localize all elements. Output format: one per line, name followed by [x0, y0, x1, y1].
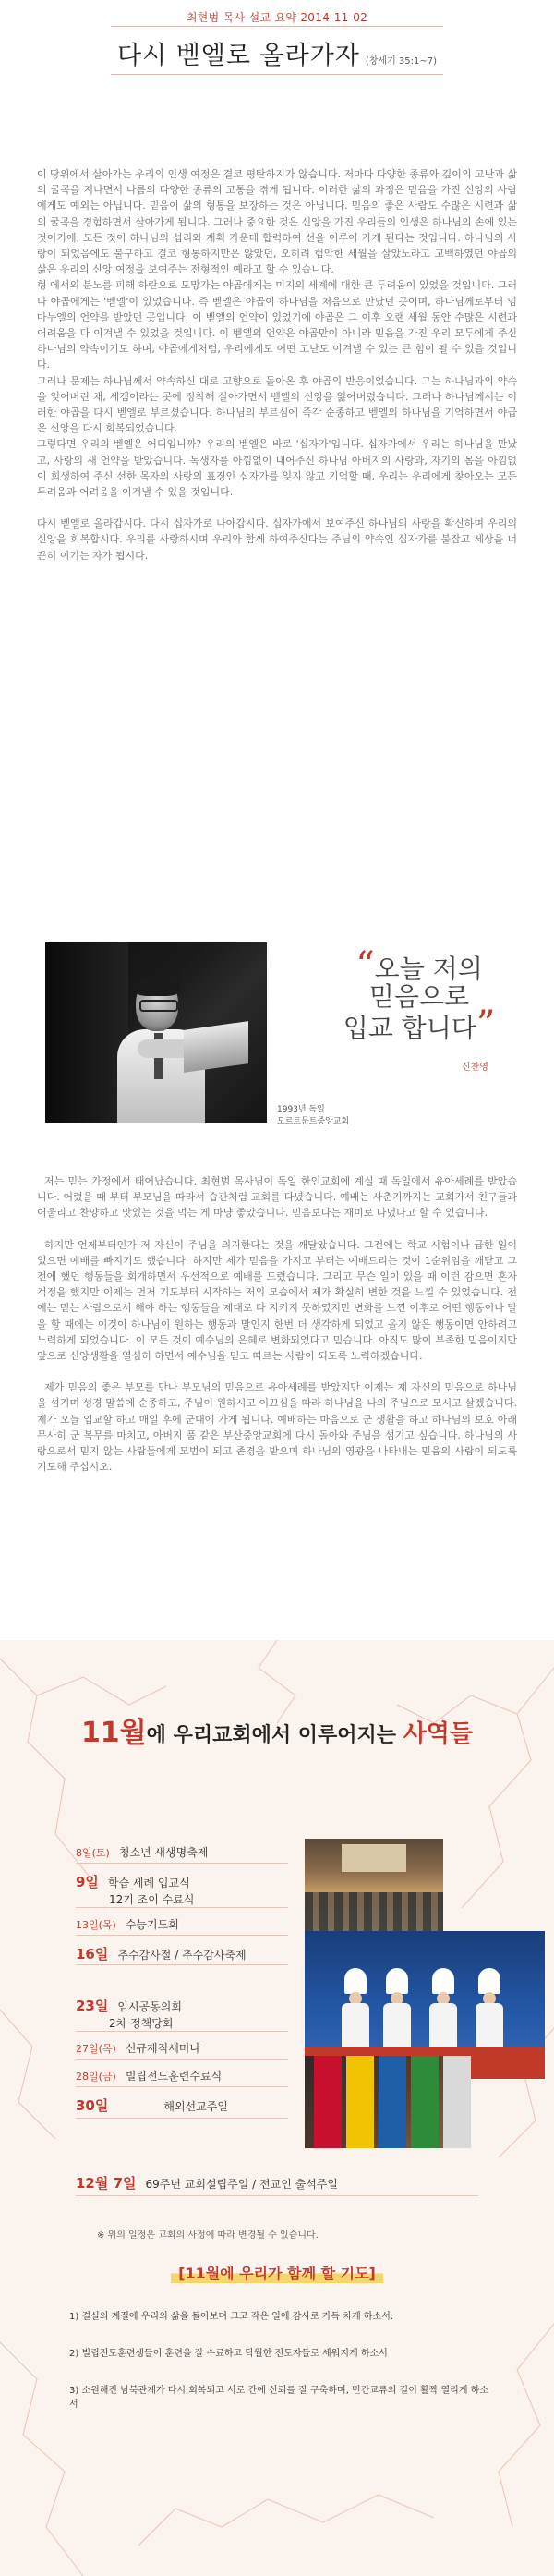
photo-screen	[342, 1844, 406, 1872]
event-item	[76, 2068, 222, 2084]
event-item	[76, 2173, 338, 2193]
event-name: 해외선교주일	[163, 2100, 228, 2113]
event-name: 청소년 새생명축제	[118, 1846, 209, 1859]
quote-line: 오늘 저의	[374, 954, 483, 984]
prayer-item: 2) 빌립전도훈련생들이 훈련을 잘 수료하고 탁월한 전도자들로 세워지게 하소서	[69, 2349, 388, 2359]
quote-line: 믿음으로	[368, 981, 470, 1012]
event-name: 추수감사절 / 추수감사축제	[117, 1949, 247, 1962]
event-name: 69주년 교회설립주일 / 전교인 출석주일	[145, 2178, 338, 2191]
photo-book	[184, 1021, 248, 1073]
event-divider	[76, 1863, 288, 1864]
events-title-mid: 에 우리교회에서 이루어지는	[146, 1724, 403, 1747]
event-item	[76, 1916, 179, 1932]
event-divider	[76, 2031, 288, 2032]
event-name: 빌립전도훈련수료식	[125, 2070, 223, 2083]
event-item	[76, 1944, 247, 1963]
sermon-paragraph: 형 에서의 분노를 피해 하란으로 도망가는 야곱에게는 미지의 세계에 대한 큰 두려움이 있었을 것입니다. 그러나 야곱에게는 '벧엘'이 있었습니다. 즉 벧엘은 야곱이 하나님을 처음으로 만났던 곳이며, 하나님께로부터 임마누엘의 언약을 받았던 곳입니다. 이 벧엘의 언약이 있었기에 야곱은 그 이후 오랜 세월 동안 수많은 시련과 어려움을 다 이겨낼 수 있었을 것입니다. 이 벧엘의 언약은 야곱만이 아니라 믿음을 가진 우리 모두에게 주신 하나님의 약속이기도 하며, 야곱에게처럼, 우리에게도 어떤 고난도 이겨낼 수 있는 큰 힘이 될 수 있을 것입니다.	[37, 279, 517, 371]
quote-line: 입교 합니다	[343, 1013, 476, 1043]
event-item	[76, 2096, 228, 2115]
event-item	[76, 1872, 194, 1907]
event-divider	[76, 2195, 478, 2196]
prayer-title-text: [11월에 우리가 함께 할 기도]	[171, 2262, 383, 2283]
prayer-item: 1) 결실의 계절에 우리의 삶을 돌아보며 크고 작은 일에 감사로 가득 차게 하소서.	[69, 2312, 394, 2322]
event-date: 13일(목)	[76, 1919, 116, 1931]
mission-sunday-photo	[305, 2056, 471, 2148]
sermon-paragraph: 다시 벧엘로 올라갑시다. 다시 십자가로 나아갑시다. 십자가에서 보여주신 하나님의 사랑을 확신하며 우리의 신앙을 회복합시다. 우리를 사랑하시며 우리와 함께 하여주신다는 주님의 약속인 십자가를 붙잡고 세상을 너끈히 이기는 자가 됩시다.	[37, 517, 517, 562]
event-item	[76, 1844, 208, 1860]
testimony-quote	[308, 944, 530, 1046]
event-item	[76, 2040, 200, 2056]
event-name: 신규제직세미나	[125, 2042, 200, 2055]
photo-flag	[411, 2056, 439, 2148]
scripture-reference: (창세기 35:1~7)	[365, 56, 438, 67]
event-date: 23일	[76, 1998, 109, 2014]
photo-caption	[277, 1104, 349, 1128]
event-date: 16일	[76, 1946, 109, 1962]
baptism-photo	[45, 942, 267, 1123]
event-item	[76, 1996, 182, 2031]
schedule-note: ※ 위의 일정은 교회의 사정에 따라 변경될 수 있습니다.	[97, 2230, 319, 2241]
events-title-month: 11월	[80, 1717, 147, 1749]
sermon-paragraph: 이 땅위에서 살아가는 우리의 인생 여정은 결코 평탄하지가 않습니다. 저마다 다양한 종류와 깊이의 고난과 삶의 굴곡을 지나면서 나름의 다양한 종류의 고통을 겪게 됩니다. 이러한 삶의 과정은 믿음을 가진 신앙의 사람에게도 예외는 아닙니다. 믿음이 삶의 형통을 보장하는 것은 아닙니다. 믿음의 좋은 사람도 수많은 시련과 삶의 굴곡을 경험하면서 살아가게 됩니다. 그러나 중요한 것은 신앙을 가진 우리들의 인생은 하나님의 손에 있는 것이기에, 모든 것이 하나님의 섭리와 계획 가운데 합력하여 선을 이루어 가게 된다는 것입니다. 하나님의 사랑이 되었음에도 불구하고 결코 형통하지만은 않았던, 오히려 험악한 세월을 살았노라고 고백하였던 야곱의 삶은 우리의 신앙 여정을 보여주는 전형적인 예라고 할 수 있습니다.	[37, 168, 517, 276]
event-divider	[76, 2059, 288, 2060]
sermon-paragraph: 그렇다면 우리의 벧엘은 어디입니까? 우리의 벧엘은 바로 '십자가'입니다. 십자가에서 우리는 하나님을 만났고, 사랑의 새 언약을 받았습니다. 독생자를 아낌없이 내어주신 하나님 아버지의 사랑과, 자기의 몸을 아낌없이 희생하여 주신 선한 목자의 사랑의 표징인 십자가를 잊지 않고 기억할 때, 우리는 우리에게 찾아오는 모든 두려움과 어려움을 이겨낼 수 있을 것입니다.	[37, 438, 517, 499]
page-title	[0, 35, 554, 71]
event-name: 학습 세례 입교식	[107, 1877, 190, 1889]
header-divider-top	[111, 26, 443, 27]
caption-line: 1993년 독일	[277, 1105, 325, 1114]
events-title	[0, 1709, 554, 1750]
header-divider-bottom	[111, 74, 443, 75]
photo-flag	[443, 2056, 471, 2148]
title-main: 다시 벧엘로 올라가자	[116, 42, 360, 70]
event-divider	[76, 2086, 288, 2087]
photo-glasses	[139, 1000, 178, 1012]
prayer-item: 3) 소원해진 남북관계가 다시 회복되고 서로 간에 신뢰를 잘 구축하며, 민간교류의 길이 활짝 열리게 하소서	[69, 2386, 489, 2410]
event-date: 8일(토)	[76, 1847, 110, 1859]
event-name: 수능기도회	[125, 1918, 179, 1931]
testimony-body	[37, 1173, 517, 1475]
sermon-body	[37, 166, 517, 564]
photo-hair	[134, 976, 180, 996]
sermon-tag: 최현범 목사 설교 요약 2014-11-02	[186, 11, 368, 24]
events-title-end: 사역들	[403, 1720, 474, 1748]
caption-line: 도르트문트중앙교회	[277, 1117, 350, 1126]
prayer-title	[0, 2262, 554, 2283]
sermon-paragraph: 그러나 문제는 하나님께서 약속하신 대로 고향으로 돌아온 후 야곱의 반응이었습니다. 그는 하나님과의 약속을 잊어버린 채, 세겜이라는 곳에 정착해 살아가면서 벧엘의 신앙을 잃어버렸습니다. 그러나 하나님께서는 이러한 야곱을 다시 벧엘로 부르셨습니다. 하나님의 부르심에 즉각 순종하고 벧엘의 하나님을 기억하면서 야곱은 신앙을 다시 회복되었습니다.	[37, 374, 517, 435]
testimony-paragraph: 하지만 언제부터인가 저 자신이 주님을 의지한다는 것을 깨달았습니다. 그전에는 학교 시험이나 급한 일이 있으면 예배를 빠지기도 했습니다. 하지만 제가 믿음을 가지고 부터는 예배드리는 것이 1순위임을 깨닫고 그전에 했던 행동들을 회개하면서 우선적으로 예배를 드렸습니다. 그리고 무슨 일이 있을 때 이런 감으면 혼자 걱정을 했지만 이제는 먼저 기도부터 시작하는 저의 모습에서 제가 확실히 변한 것을 느낄 수 있었습니다. 전에는 믿는 사람으로서 해야 하는 행동들을 제대로 다 지키지 못하였지만 변화를 느낀 이후로 어떤 행동이나 말을 할 때에는 이것이 하나님이 원하는 행동과 말인지 한번 더 생각하게 되었고 올지 않은 행동이면 안하려고 노력하게 되었습니다. 이 모든 것이 예수님의 은혜로 변화되었다고 믿습니다. 아직도 많이 부족한 믿음이지만 앞으로 신앙생활을 열심히 하면서 예수님을 믿고 따르는 사람이 되도록 노력하겠습니다.	[37, 1238, 517, 1363]
close-quote-icon: ”	[476, 1003, 496, 1046]
event-name-secondary: 12기 조이 수료식	[109, 1893, 195, 1906]
event-date: 9일	[76, 1874, 99, 1890]
testimony-paragraph: 저는 믿는 가정에서 태어났습니다. 최현범 목사님이 독일 한인교회에 계실 때 독일에서 유아세례를 받았습니다. 어렸을 때 부터 부모님을 따라서 습관처럼 교회를 다녔습니다. 예배는 사춘기까지는 교회가서 친구들과 어울리고 찬양하고 맛있는 것을 먹는 게 마냥 좋았습니다. 믿음보다는 재미로 다녔다고 할 수 있습니다.	[37, 1175, 517, 1220]
event-divider	[76, 1907, 288, 1908]
quote-author: 신찬영	[462, 1063, 488, 1073]
photo-flag	[346, 2056, 374, 2148]
event-name-secondary: 2차 정책당회	[109, 2017, 174, 2030]
event-divider	[76, 1964, 288, 1965]
event-date: 12월 7일	[76, 2175, 137, 2192]
event-divider	[76, 2118, 288, 2119]
photo-flag	[314, 2056, 342, 2148]
photo-congregation	[305, 1892, 443, 1931]
testimony-paragraph: 제가 믿음의 좋은 부모를 만나 부모님의 믿음으로 유아세례를 받았지만 이제는 제 자신의 믿음으로 하나님을 섬기며 성경 말씀에 순종하고, 주님이 원하시고 이끄심을 따라 하나님을 나의 주님으로 모시고 살겠습니다. 제가 오늘 입교할 하고 매일 후에 군대에 가게 됩니다. 예배하는 마음으로 군 생활을 하고 하나님의 보호 아래 무사히 군 복무를 마치고, 아버지 품 같은 부산중앙교회에 다시 돌아와 주님을 섬기고 싶습니다. 하나님의 사랑으로서 믿지 않는 사람들에게 모범이 되고 존경을 받으며 하나님의 영광을 나타내는 믿음의 사람이 되도록 기도해 주십시오.	[37, 1381, 517, 1474]
event-divider	[76, 1935, 288, 1936]
open-quote-icon: “	[355, 944, 375, 987]
event-date: 28일(금)	[76, 2071, 116, 2083]
event-name: 임시공동의회	[117, 2000, 182, 2013]
event-date: 30일	[76, 2097, 109, 2114]
event-date: 27일(목)	[76, 2043, 116, 2055]
photo-flag	[379, 2056, 406, 2148]
baptism-ceremony-photo	[305, 1839, 443, 1931]
